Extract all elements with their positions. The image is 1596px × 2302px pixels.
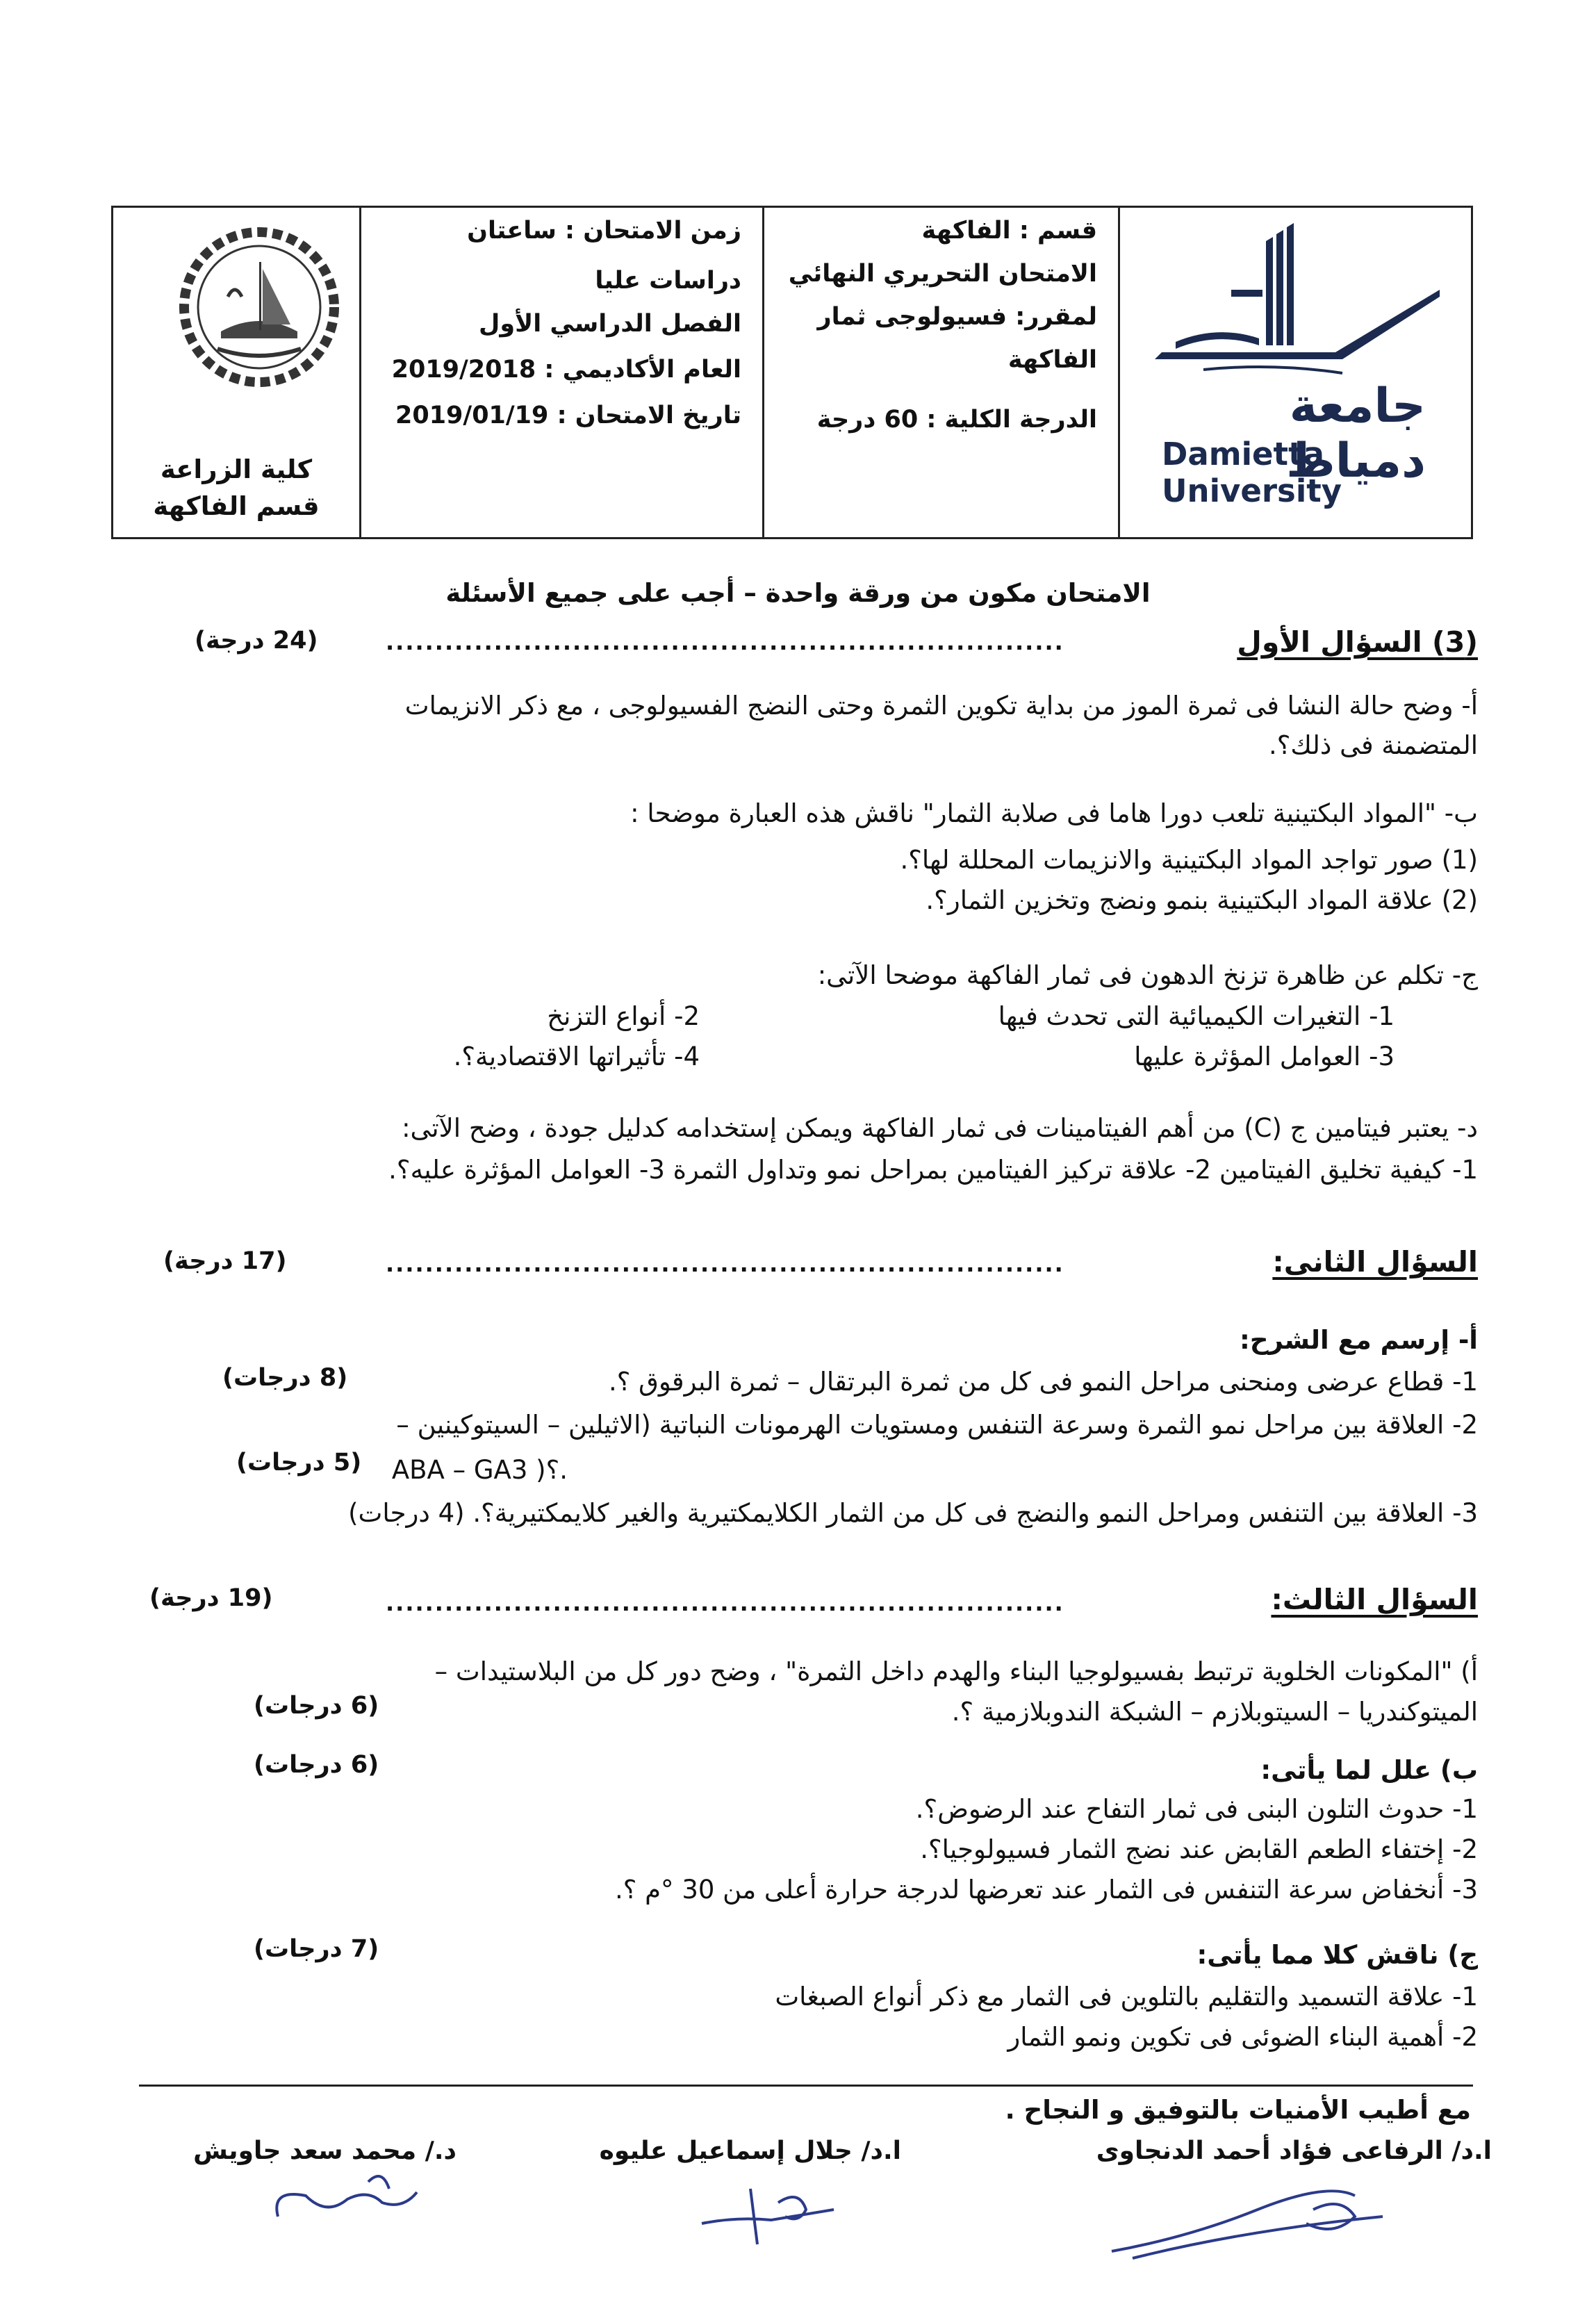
q2-heading: السؤال الثانى: — [1272, 1245, 1478, 1279]
q3-b-2: 2- إختفاء الطعم القابض عند نضج الثمار فسيولوجيا؟. — [920, 1834, 1478, 1864]
q3-marks: (19 درجة) — [149, 1584, 273, 1612]
q2-a-1: 1- قطاع عرضى ومنحنى مراحل النمو فى كل من ثمرة البرتقال – ثمرة البرقوق ؟. — [608, 1367, 1478, 1397]
q3-a-line1: أ) "المكونات الخلوية ترتبط بفسيولوجيا البناء والهدم داخل الثمرة" ، وضح دور كل من البلاستيدات – — [434, 1656, 1478, 1686]
q3-dots: ..................................................................... — [386, 1590, 1064, 1616]
q2-a-3: 3- العلاقة بين التنفس ومراحل النمو والنضج فى كل من الثمار الكلايمكتيرية والغير كلايمكتيرية؟. (4 درجات) — [348, 1498, 1478, 1528]
signatory-1: ا.د/ الرفاعى فؤاد أحمد الدنجاوى — [1096, 2137, 1492, 2165]
q1-dots: ..................................................................... — [386, 629, 1064, 655]
semester-text: الفصل الدراسي الأول — [479, 310, 741, 338]
q3-a-marks: (6 درجات) — [254, 1692, 379, 1720]
signature-2-icon — [695, 2168, 848, 2251]
course-text: لمقرر: فسيولوجى ثمار — [817, 303, 1097, 331]
footer-divider — [139, 2085, 1473, 2087]
q1-c-2: 2- أنواع التزنخ — [547, 1001, 700, 1031]
faculty-name: كلية الزراعة — [160, 454, 313, 484]
university-name-arabic: جامعة دمياط — [1286, 379, 1426, 488]
q2-a-intro: أ- إرسم مع الشرح: — [1240, 1325, 1478, 1355]
university-logo-cell — [1120, 208, 1471, 537]
q1-d-items: 1- كيفية تخليق الفيتامين 2- علاقة تركيز الفيتامين بمراحل نمو وتداول الثمرة 3- العوامل المؤثرة عليه؟. — [388, 1155, 1478, 1185]
university-emblem-icon — [1134, 220, 1454, 380]
q1-heading: (3) السؤال الأول — [1237, 625, 1478, 659]
faculty-department: قسم الفاكهة — [153, 491, 320, 521]
exam-type-text: الامتحان التحريري النهائي — [788, 260, 1097, 288]
academic-year-text: العام الأكاديمي : 2019/2018 — [391, 356, 741, 384]
signature-3-icon — [264, 2161, 431, 2237]
department-text: قسم : الفاكهة — [921, 217, 1097, 245]
course-text-cont: الفاكهة — [1007, 346, 1097, 374]
exam-header — [111, 206, 1473, 539]
university-logo — [1134, 220, 1454, 526]
q2-a-2: 2- العلاقة بين مراحل نمو الثمرة وسرعة التنفس ومستويات الهرمونات النباتية (الاثيلين – السيتوكينين – — [396, 1410, 1478, 1440]
q1-b-2: (2) علاقة المواد البكتينية بنمو ونضج وتخزين الثمار؟. — [925, 885, 1478, 915]
exam-instructions: الامتحان مكون من ورقة واحدة – أجب على جميع الأسئلة — [445, 578, 1151, 608]
exam-info-right — [359, 208, 762, 537]
q2-a-2-marks: (5 درجات) — [236, 1449, 362, 1477]
q1-c-1: 1- التغيرات الكيميائية التى تحدث فيها — [998, 1001, 1395, 1031]
signatory-2: ا.د/ جلال إسماعيل عليوه — [599, 2137, 901, 2165]
q2-a-1-marks: (8 درجات) — [222, 1364, 348, 1392]
q1-b-1: (1) صور تواجد المواد البكتينية والانزيمات المحللة لها؟. — [900, 845, 1478, 875]
exam-date-text: تاريخ الامتحان : 2019/01/19 — [395, 402, 741, 429]
q3-c-marks: (7 درجات) — [254, 1935, 379, 1963]
q3-b-marks: (6 درجات) — [254, 1751, 379, 1779]
faculty-cell — [113, 208, 359, 537]
q3-c-2: 2- أهمية البناء الضوئى فى تكوين ونمو الثمار — [1007, 2022, 1478, 2052]
duration-text: زمن الامتحان : ساعتان — [467, 217, 741, 245]
q2-a-2-cont: ABA – GA3 )؟. — [391, 1455, 568, 1485]
signature-1-icon — [1105, 2168, 1397, 2279]
q3-c-intro: ج) ناقش كلا مما يأتى: — [1196, 1940, 1478, 1970]
faculty-seal-icon — [179, 227, 339, 387]
signatory-3: د./ محمد سعد جاويش — [193, 2137, 456, 2165]
q1-a-line2: المتضمنة فى ذلك؟. — [1269, 730, 1478, 760]
q3-heading: السؤال الثالث: — [1271, 1583, 1478, 1616]
exam-info-left — [762, 208, 1120, 537]
q3-c-1: 1- علاقة التسميد والتقليم بالتلوين فى الثمار مع ذكر أنواع الصبغات — [775, 1982, 1478, 2012]
q3-b-3: 3- أنخفاض سرعة التنفس فى الثمار عند تعرضها لدرجة حرارة أعلى من 30 °م ؟. — [614, 1875, 1478, 1905]
level-text: دراسات عليا — [595, 267, 741, 295]
q1-marks: (24 درجة) — [195, 627, 318, 655]
q1-a-line1: أ- وضح حالة النشا فى ثمرة الموز من بداية تكوين الثمرة وحتى النضج الفسيولوجى ، مع ذكر الانزيمات — [404, 691, 1478, 721]
q1-c-3: 3- العوامل المؤثرة عليها — [1134, 1042, 1395, 1071]
q3-a-line2: الميتوكندريا – السيتوبلازم – الشبكة الندوبلازمية ؟. — [951, 1697, 1478, 1727]
q3-b-intro: ب) علل لما يأتى: — [1260, 1755, 1478, 1785]
closing-wishes: مع أطيب الأمنيات بالتوفيق و النجاح . — [1005, 2095, 1471, 2125]
q1-d-intro: د- يعتبر فيتامين ج (C) من أهم الفيتامينات فى ثمار الفاكهة ويمكن إستخدامه كدليل جودة ، وضح الآتى: — [402, 1113, 1478, 1143]
total-marks-text: الدرجة الكلية : 60 درجة — [816, 406, 1097, 434]
q1-c-4: 4- تأثيراتها الاقتصادية؟. — [453, 1042, 700, 1071]
q2-marks: (17 درجة) — [163, 1247, 287, 1275]
university-name-english: Damietta University — [1162, 436, 1342, 509]
q1-c-intro: ج- تكلم عن ظاهرة تزنخ الدهون فى ثمار الفاكهة موضحا الآتى: — [817, 960, 1478, 990]
q1-b-intro: ب- "المواد البكتينية تلعب دورا هاما فى صلابة الثمار" ناقش هذه العبارة موضحا : — [630, 798, 1478, 828]
q2-dots: ..................................................................... — [386, 1251, 1064, 1277]
q3-b-1: 1- حدوث التلون البنى فى ثمار التفاح عند الرضوض؟. — [915, 1794, 1478, 1824]
